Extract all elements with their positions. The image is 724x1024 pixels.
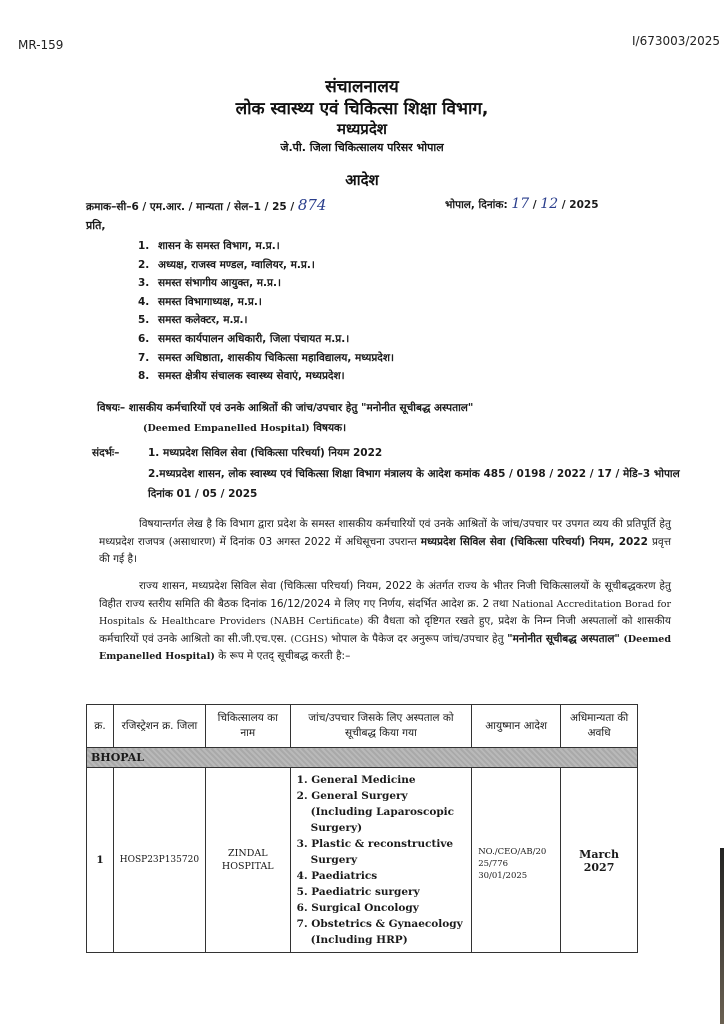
body-paragraph-1	[99, 516, 671, 569]
recipient-item	[138, 330, 394, 349]
service-item: 5. Paediatric surgery	[296, 886, 420, 898]
paragraph-text: के रूप मे एतद् सूचीबद्ध करती है:–	[214, 650, 351, 662]
order-date	[445, 196, 599, 212]
deemed-hospital-english: (Deemed Empanelled Hospital)	[99, 633, 671, 662]
service-item-detail: Surgery	[310, 854, 358, 866]
cell-ayushman-order	[472, 768, 561, 953]
reference-prefix: क्रमाक–सी–6 / एम.आर. / मान्यता / सेल–1 / 25 /	[86, 201, 298, 213]
recipient-text: समस्त अधिष्ठाता, शासकीय चिकित्सा महाविद्यालय, मध्यप्रदेश।	[158, 351, 394, 364]
body-paragraph-2	[99, 578, 671, 666]
district-name: BHOPAL	[87, 748, 638, 768]
service-item-detail: (Including HRP)	[310, 934, 408, 946]
recipient-text: समस्त विभागाध्यक्ष, म.प्र.।	[158, 295, 262, 308]
reference-1: 1. मध्यप्रदेश सिविल सेवा (चिकित्सा परिचर्या) नियम 2022	[148, 447, 383, 459]
table-row	[87, 768, 638, 953]
header-services: जांच/उपचार जिसके लिए अस्पताल को सूचीबद्ध किया गया	[290, 705, 472, 748]
service-item-detail: (Including Laparoscopic Surgery)	[310, 806, 455, 834]
recipient-number: 5.	[138, 314, 150, 327]
cell-services	[290, 768, 472, 953]
order-reference-number	[86, 196, 326, 214]
recipient-number: 6.	[138, 332, 150, 345]
department-title: लोक स्वास्थ्य एवं चिकित्सा शिक्षा विभाग,	[235, 99, 489, 119]
recipient-item	[138, 256, 394, 275]
service-item: 3. Plastic & reconstructive	[296, 838, 454, 850]
table-header-row	[87, 705, 638, 748]
recipient-item	[138, 349, 394, 368]
recipient-number: 2.	[138, 258, 150, 271]
rule-name-bold: मध्यप्रदेश सिविल सेवा (चिकित्सा परिचर्या) नियम, 2022	[420, 535, 648, 548]
recipient-text: समस्त संभागीय आयुक्त, म.प्र.।	[158, 277, 281, 290]
recipient-number: 8.	[138, 370, 150, 383]
references-label: संदर्भः–	[92, 447, 120, 459]
cghs-text: (CGHS)	[290, 633, 328, 645]
service-item: 7. Obstetrics & Gynaecology	[296, 918, 463, 930]
paragraph-text: विषयान्तर्गत लेख है कि विभाग द्वारा प्रदेश के समस्त शासकीय कर्मचारियों एवं उनके आश्रितों के जांच/उपचार पर उपगत व्यय की प्रतिपूर्ति हेतु मध्यप्रदेश राजपत्र (असाधारण) में दिनांक 03 अगस्त 2022 में अधिसूचना उपरान्त	[99, 518, 671, 548]
order-title: आदेश	[345, 171, 379, 189]
subject-line-1: शासकीय कर्मचारियों एवं उनके आश्रितों की जांच/उपचार हेतु "मनोनीत सूचीबद्ध अस्पताल"	[128, 402, 474, 414]
ayushman-order-date: 30/01/2025	[478, 871, 528, 881]
paragraph-text: की वैधता को दृष्टिगत रखते हुए, प्रदेश के निम्न निजी अस्पतालों को शासकीय कर्मचारियों एवं उनके आश्रितो का सी.जी.एच.एस.	[99, 615, 671, 645]
state-title: मध्यप्रदेश	[336, 120, 387, 138]
recipients-label: प्रति,	[86, 219, 106, 232]
recipient-item	[138, 311, 394, 330]
service-item: 1. General Medicine	[296, 774, 416, 786]
corner-mark-right: I/673003/2025	[632, 34, 720, 48]
date-year: 2025	[569, 199, 599, 211]
cell-hospital-name: ZINDAL HOSPITAL	[205, 768, 290, 953]
empanelled-hospitals-table	[86, 704, 638, 953]
header-registration: रजिस्ट्रेशन क्र. जिला	[113, 705, 205, 748]
recipient-number: 4.	[138, 295, 150, 308]
recipient-text: अध्यक्ष, राजस्व मण्डल, ग्वालियर, म.प्र.।	[158, 258, 315, 271]
header-sno: क्र.	[87, 705, 114, 748]
nabh-text: National Accreditation Borad for Hospitals & Healthcare Providers (NABH Certificate)	[99, 598, 671, 627]
subject-block	[97, 398, 677, 439]
date-prefix: भोपाल, दिनांक:	[445, 199, 512, 211]
directorate-title: संचालनालय	[325, 77, 399, 97]
header-ayushman-order: आयुष्मान आदेश	[472, 705, 561, 748]
recipient-item	[138, 237, 394, 256]
recipients-list	[138, 237, 394, 386]
corner-mark-left: MR-159	[18, 38, 64, 52]
recipient-text: समस्त कलेक्टर, म.प्र.।	[158, 314, 248, 327]
paragraph-text: प्रवृत्त की गई है।	[99, 535, 672, 565]
service-item: 4. Paediatrics	[296, 870, 378, 882]
service-item: 2. General Surgery	[296, 790, 408, 802]
paragraph-text: भोपाल के पैकेज दर अनुरूप जांच/उपचार हेतु	[327, 632, 508, 645]
header-validity: अधिमान्यता की अवधि	[561, 705, 638, 748]
recipient-item	[138, 367, 394, 386]
district-group-row	[87, 748, 638, 768]
ayushman-order-line: 25/776	[478, 859, 509, 869]
recipient-item	[138, 274, 394, 293]
date-separator: /	[529, 199, 541, 211]
subject-label: विषयः–	[97, 402, 126, 414]
recipient-text: समस्त कार्यपालन अधिकारी, जिला पंचायत म.प्र.।	[158, 332, 350, 345]
ayushman-order-line: NO./CEO/AB/20	[478, 847, 547, 857]
reference-2: 2.मध्यप्रदेश शासन, लोक स्वास्थ्य एवं चिकित्सा शिक्षा विभाग मंत्रालय के आदेश कमांक 485 / 0198 / 2022 / 17 / मेडि–3 भोपाल दिनांक 01 / 05 / 2025	[148, 468, 680, 500]
service-item: 6. Surgical Oncology	[296, 902, 419, 914]
recipient-number: 3.	[138, 277, 150, 290]
date-day: 17	[511, 196, 530, 212]
date-month: 12	[540, 196, 559, 212]
paragraph-text: राज्य शासन, मध्यप्रदेश सिविल सेवा (चिकित्सा परिचर्या) नियम, 2022 के अंतर्गत राज्य के भीतर निजी चिकित्सालयों के सूचीबद्धकरण हेतु विहीत राज्य स्तरीय समिति की बैठक दिनांक 16/12/2024 मे लिए गए निर्णय, संदर्भित आदेश क्र. 2 तथा	[99, 580, 671, 610]
cell-validity: March 2027	[561, 768, 638, 953]
references-block	[92, 442, 692, 504]
cell-registration: HOSP23P135720	[113, 768, 205, 953]
recipient-number: 1.	[138, 240, 150, 252]
recipient-text: शासन के समस्त विभाग, म.प्र.।	[158, 240, 280, 252]
recipient-item	[138, 293, 394, 312]
office-address: जे.पी. जिला चिकित्सालय परिसर भोपाल	[280, 141, 444, 154]
recipient-number: 7.	[138, 351, 150, 364]
cell-sno: 1	[87, 768, 114, 953]
date-separator: /	[558, 199, 570, 211]
recipient-text: समस्त क्षेत्रीय संचालक स्वास्थ्य सेवाएं, मध्यप्रदेश।	[158, 370, 345, 383]
handwritten-order-number: 874	[297, 196, 327, 214]
subject-english: (Deemed Empanelled Hospital)	[143, 423, 310, 434]
subject-suffix: विषयक।	[309, 422, 347, 434]
header-hospital-name: चिकित्सालय का नाम	[205, 705, 290, 748]
deemed-hospital-bold: "मनोनीत सूचीबद्ध अस्पताल"	[507, 632, 620, 645]
scan-page-edge	[720, 848, 724, 1024]
